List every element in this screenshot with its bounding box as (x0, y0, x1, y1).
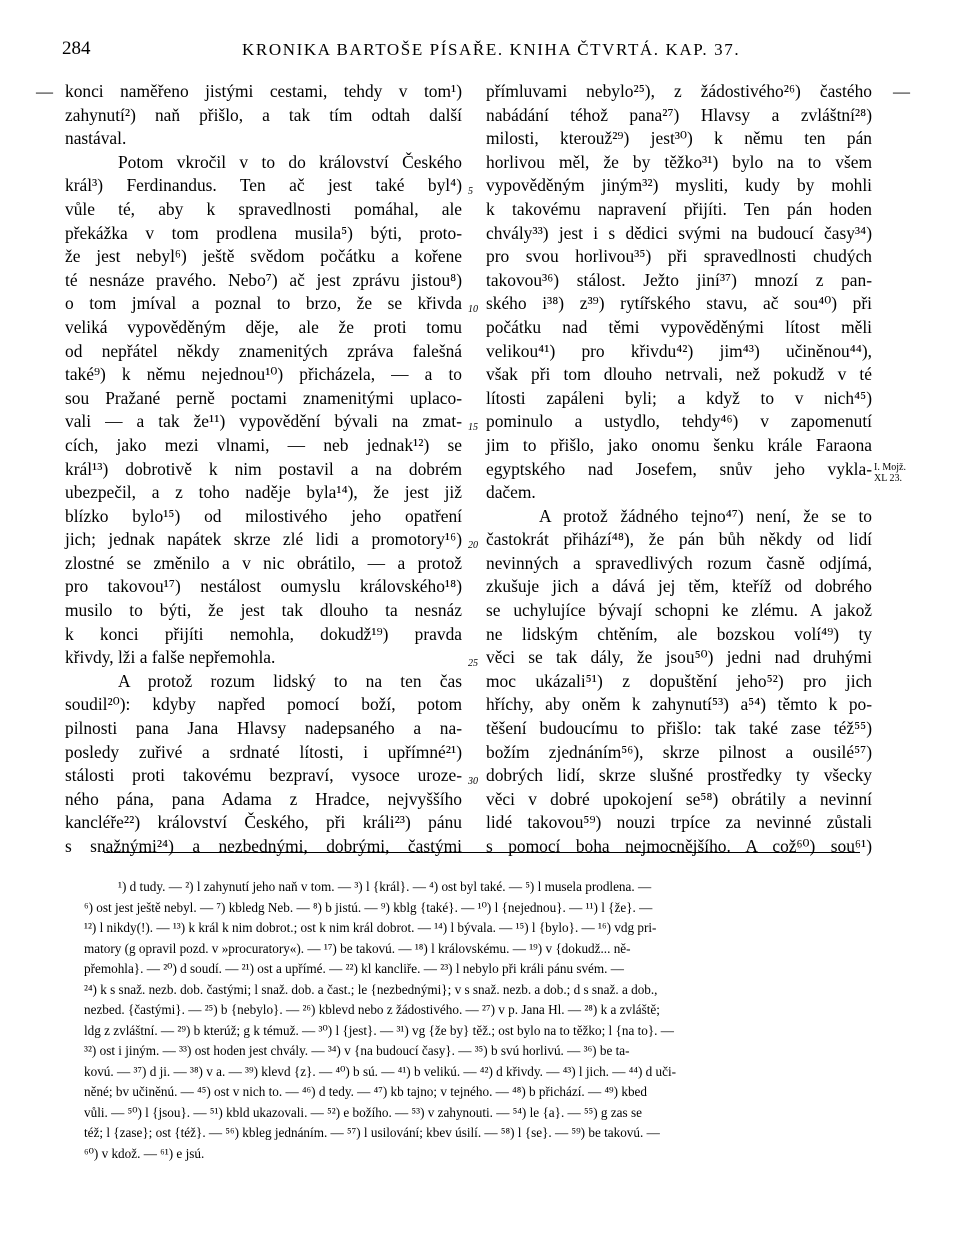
footnote-line: ³²) ost i jiným. — ³³) ost hoden jest chvály. — ³⁴) v {na budoucí časy}. — ³⁵) b svú horlivú. — ³⁶) be ta- (84, 1043, 630, 1058)
text-line: pilnosti pana Jana Hlavsy nadepsaného a na- (65, 718, 462, 739)
text-line: veliká vypověděným děje, ale že proti tomu (65, 316, 462, 337)
text-line: soudil²⁰): kdyby napřed pomocí boží, potom (65, 694, 462, 715)
text-line: musilo to býti, že jest tak dlouho ta nesnáz (65, 600, 462, 621)
text-line: pro svou horlivou³⁵) při spravedlnosti chudých (486, 246, 872, 267)
text-line: ubezpečil, a z toho naděje byla¹⁴), že jest již (65, 482, 462, 503)
text-line: zahynutí²) naň přišlo, a tak tím odtah další (65, 104, 462, 125)
text-line: velikou⁴¹) pro křivdu⁴²) jim⁴³) učiněnou⁴⁴), (486, 340, 872, 361)
text-line: zkušuje jich a dává jej těm, kteříž od dobrého (486, 576, 872, 597)
footnote-line: matory (g opravil pozd. v »procuratory«). — ¹⁷) be takovú. — ¹⁸) l královskému. — ¹⁹) v {dokudž... ně- (84, 940, 631, 956)
text-line: konci naměřeno jistými cestami, tehdy v tom¹) (65, 81, 462, 101)
text-line: A protož žádného tejno⁴⁷) není, že se to (539, 505, 872, 526)
text-line: přímluvami nebylo²⁵), z žádostivého²⁶) častého (486, 81, 872, 101)
text-line: pro takovou¹⁷) nestálost oumyslu královského¹⁸) (65, 576, 462, 597)
text-line: se uchylujíce bývají schopni ke zlému. A jakož (486, 600, 872, 621)
continuation-dash-right: — (893, 82, 910, 101)
text-line: kancléře²²) království Českého, při králi²³) pánu (65, 812, 462, 833)
text-line: posledy zuřivé a srdnaté lítosti, i upřímné²¹) (65, 741, 462, 762)
line-number: 15 (468, 422, 478, 433)
text-line: ského i³⁸) z³⁹) rytířského stavu, ač sou⁴⁰) při (486, 293, 872, 314)
text-line: lítosti zapáleni byli; a když to v nich⁴⁵) (486, 387, 872, 408)
text-line: ne lidským chtěním, ale bozskou volí⁴⁹) ty (486, 623, 872, 644)
text-line: zlostné se změnilo a v nic obrátilo, — a protož (65, 552, 462, 573)
footnotes (84, 877, 890, 1164)
text-line: však při tom dlouho netrvali, než pokudž v té (486, 364, 872, 385)
footnote-line: ldg z zvláštní. — ²⁹) b kterúž; g k témuž. — ³⁰) l {jest}. — ³¹) vg {že by} těž.; ost bylo na to těžko; l {na to}. — (84, 1022, 674, 1038)
text-line: věci se tak dály, že jsou⁵⁰) jedni nad druhými (486, 647, 872, 668)
right-text-column (486, 80, 872, 859)
text-line: těšení budoucímu to přišlo: tak také zase též⁵⁵) (486, 718, 872, 739)
footnote-rule (104, 852, 860, 853)
text-line: také⁹) k němu nejednou¹⁰) přicházela, — a to (65, 364, 462, 385)
text-line: překážka v tom prodlena musila⁵) býti, proto- (65, 222, 462, 243)
text-line: král³) Ferdinandus. Ten ač jest také byl⁴) (65, 175, 462, 196)
text-line: té nesnáze pravého. Nebo⁷) ač jest zprávu jistou⁸) (65, 269, 462, 290)
line-number: 10 (468, 304, 478, 315)
page-number: 284 (62, 38, 91, 59)
text-line: k konci přijíti nemohla, dokudž¹⁹) pravda (65, 623, 462, 644)
text-line: král¹³) dobrotivě k nim postavil a na dobrém (65, 458, 462, 479)
text-line: stálosti proti takovému bezpraví, vysoce uroze- (65, 765, 462, 786)
text-line: nabádání téhož pana²⁷) Hlavsy a zvláštní²⁸) (486, 104, 872, 125)
footnote-line: vůli. — ⁵⁰) l {jsou}. — ⁵¹) kbld ukazovali. — ⁵²) e božího. — ⁵³) v zahynouti. — ⁵⁴) le {a}. — ⁵⁵) g zas se (84, 1104, 642, 1120)
text-line: častokrát přihází⁴⁸), že pán bůh někdy od lidí (486, 529, 872, 550)
text-line: hříchy, aby oněm k zahynutí⁵³) a⁵⁴) těmto k po- (486, 694, 872, 715)
text-line: vypověděným jiným³²) mysliti, kudy by mohli (486, 175, 872, 196)
text-line: A protož rozum lidský to na ten čas (118, 670, 462, 691)
text-line: milosti, kterouž²⁹) jest³⁰) k němu ten pán (486, 128, 872, 149)
text-line: dobrých lidí, skrze slušné prostředky ty všecky (486, 765, 872, 786)
page-header (62, 38, 914, 62)
margin-reference (874, 462, 906, 484)
footnote-line: ⁶) ost jest ještě nebyl. — ⁷) kbledg Neb. — ⁸) b jistú. — ⁹) kblg {také}. — ¹⁰) l {nejednou}. — ¹¹) l {že}. — (84, 899, 653, 915)
text-line: o tom jmíval a poznal to brzo, že se křivda (65, 293, 462, 314)
line-number: 5 (468, 186, 473, 197)
text-line: egyptského nad Josefem, snův jeho vykla- (486, 458, 872, 479)
text-line: dačem. (486, 482, 536, 503)
text-line: jich; jednak napátek skrze zlé lidi a promotory¹⁶) (65, 529, 462, 550)
text-line: od nepřátel někdy znamenitých zpráva falešná (65, 340, 462, 361)
text-line: chvály³³) jest i s dědici svými na budoucí časy³⁴) (486, 222, 872, 243)
text-line: jim to přišlo, jako onomu šenku krále Faraona (486, 434, 872, 455)
text-line: věci v dobré upokojení se⁵⁸) obrátily a nevinní (486, 788, 872, 809)
line-number: 20 (468, 540, 478, 551)
continuation-dash-left: — (36, 82, 53, 101)
text-line: vůle té, aby k spravedlnosti pomáhal, ale (65, 198, 462, 219)
text-line: s snažnými²⁴) a nezbednými, dobrými, častými (65, 836, 462, 856)
running-title: KRONIKA BARTOŠE PÍSAŘE. KNIHA ČTVRTÁ. KAP. 37. (242, 40, 741, 59)
footnote-line: též; l {zase}; ost {též}. — ⁵⁶) kbleg jednáním. — ⁵⁷) l usilování; kbev úsilí. — ⁵⁸) l {se}. — ⁵⁹) be takovú. — (84, 1125, 660, 1140)
text-line: vali — a tak že¹¹) vypovědění bývali na zmat- (65, 411, 462, 432)
footnote-line: ¹²) l nikdy(!). — ¹³) k král k nim dobrot.; ost k nim král dobrot. — ¹⁴) l bývala. — ¹⁵) l {bylo}. — ¹⁶) vdg pri- (84, 920, 657, 935)
text-line: Potom vkročil v to do království Českého (118, 151, 462, 172)
text-line: k takovému napravení přijíti. Ten pán hoden (486, 198, 872, 219)
footnote-line: ⁶⁰) v kdož. — ⁶¹) e jsú. (84, 1145, 205, 1161)
text-line: křivdy, lži a falše nepřemohla. (65, 647, 276, 668)
text-line: lidé takovou⁵⁹) nouzi trpíce za nevinné zůstali (486, 812, 872, 833)
text-line: horlivou měl, že by těžko³¹) bylo na to všem (486, 151, 872, 172)
text-line: cích, jako mezi vlnami, — neb jednak¹²) se (65, 434, 462, 455)
line-number: 30 (468, 776, 478, 787)
left-text-column (65, 80, 462, 859)
footnote-line: ²⁴) k s snaž. nezb. dob. častými; l snaž. dob. a čast.; le {nezbednými}; v s snaž. nezb. a dob.; d s snaž. a dob., (84, 981, 658, 997)
text-line: nastával. (65, 128, 127, 149)
text-line: blízko bylo¹⁵) od milostivého jeho opatření (65, 505, 462, 526)
text-line: pominulo a ustydlo, tehdy⁴⁶) v zapomenutí (486, 411, 872, 432)
text-line: takovou³⁶) stálost. Ježto jiní³⁷) mnozí z pan- (486, 269, 872, 290)
text-line: s pomocí boha nejmocnějšího. A což⁶⁰) sou⁶¹) (486, 836, 872, 856)
footnote-line: nezbed. {častými}. — ²⁵) b {nebylo}. — ²⁶) kblevd nebo z žádostivého. — ²⁷) v p. Jana Hl. — ²⁸) k a zvláště; (84, 1002, 660, 1017)
text-line: moc ukázali⁵¹) z dopuštění jeho⁵²) pro jich (486, 670, 872, 691)
text-line: božím zjednáním⁵⁶), skrze pilnost a ousilé⁵⁷) (486, 741, 872, 762)
line-number: 25 (468, 658, 478, 669)
margin-reference-verse: XL 23. (874, 473, 902, 484)
footnote-line: kovú. — ³⁷) d ji. — ³⁸) v a. — ³⁹) klevd {z}. — ⁴⁰) b sú. — ⁴¹) b velikú. — ⁴²) d křivdy. — ⁴³) l jich. — ⁴⁴) d uči- (84, 1063, 677, 1079)
text-line: sou Pražané perně poctami znamenitými uplaco- (65, 387, 462, 408)
footnote-line: přemohla}. — ²⁰) d soudí. — ²¹) ost a upřímé. — ²²) kl kancliře. — ²³) l nebylo při králi pánu svém. — (84, 961, 624, 976)
footnote-line: ¹) d tudy. — ²) l zahynutí jeho naň v tom. — ³) l {král}. — ⁴) ost byl také. — ⁵) l musela prodlena. — (118, 879, 652, 894)
text-line: počátku nad těmi vypověděnými lítost měli (486, 316, 872, 337)
footnote-line: něné; bv učiněnú. — ⁴⁵) ost v nich to. — ⁴⁶) d tedy. — ⁴⁷) kb tajno; v tejného. — ⁴⁸) b přichází. — ⁴⁹) kbed (84, 1084, 647, 1099)
text-line: ného pána, pana Adama z Hradce, nejvyššího (65, 788, 462, 809)
text-line: nevinných a spravedlivých rozum časně odjímá, (486, 552, 872, 573)
text-line: že jest nebyl⁶) ještě svědom počátku a kořene (65, 246, 462, 267)
margin-reference-book: I. Mojž. (874, 462, 906, 473)
